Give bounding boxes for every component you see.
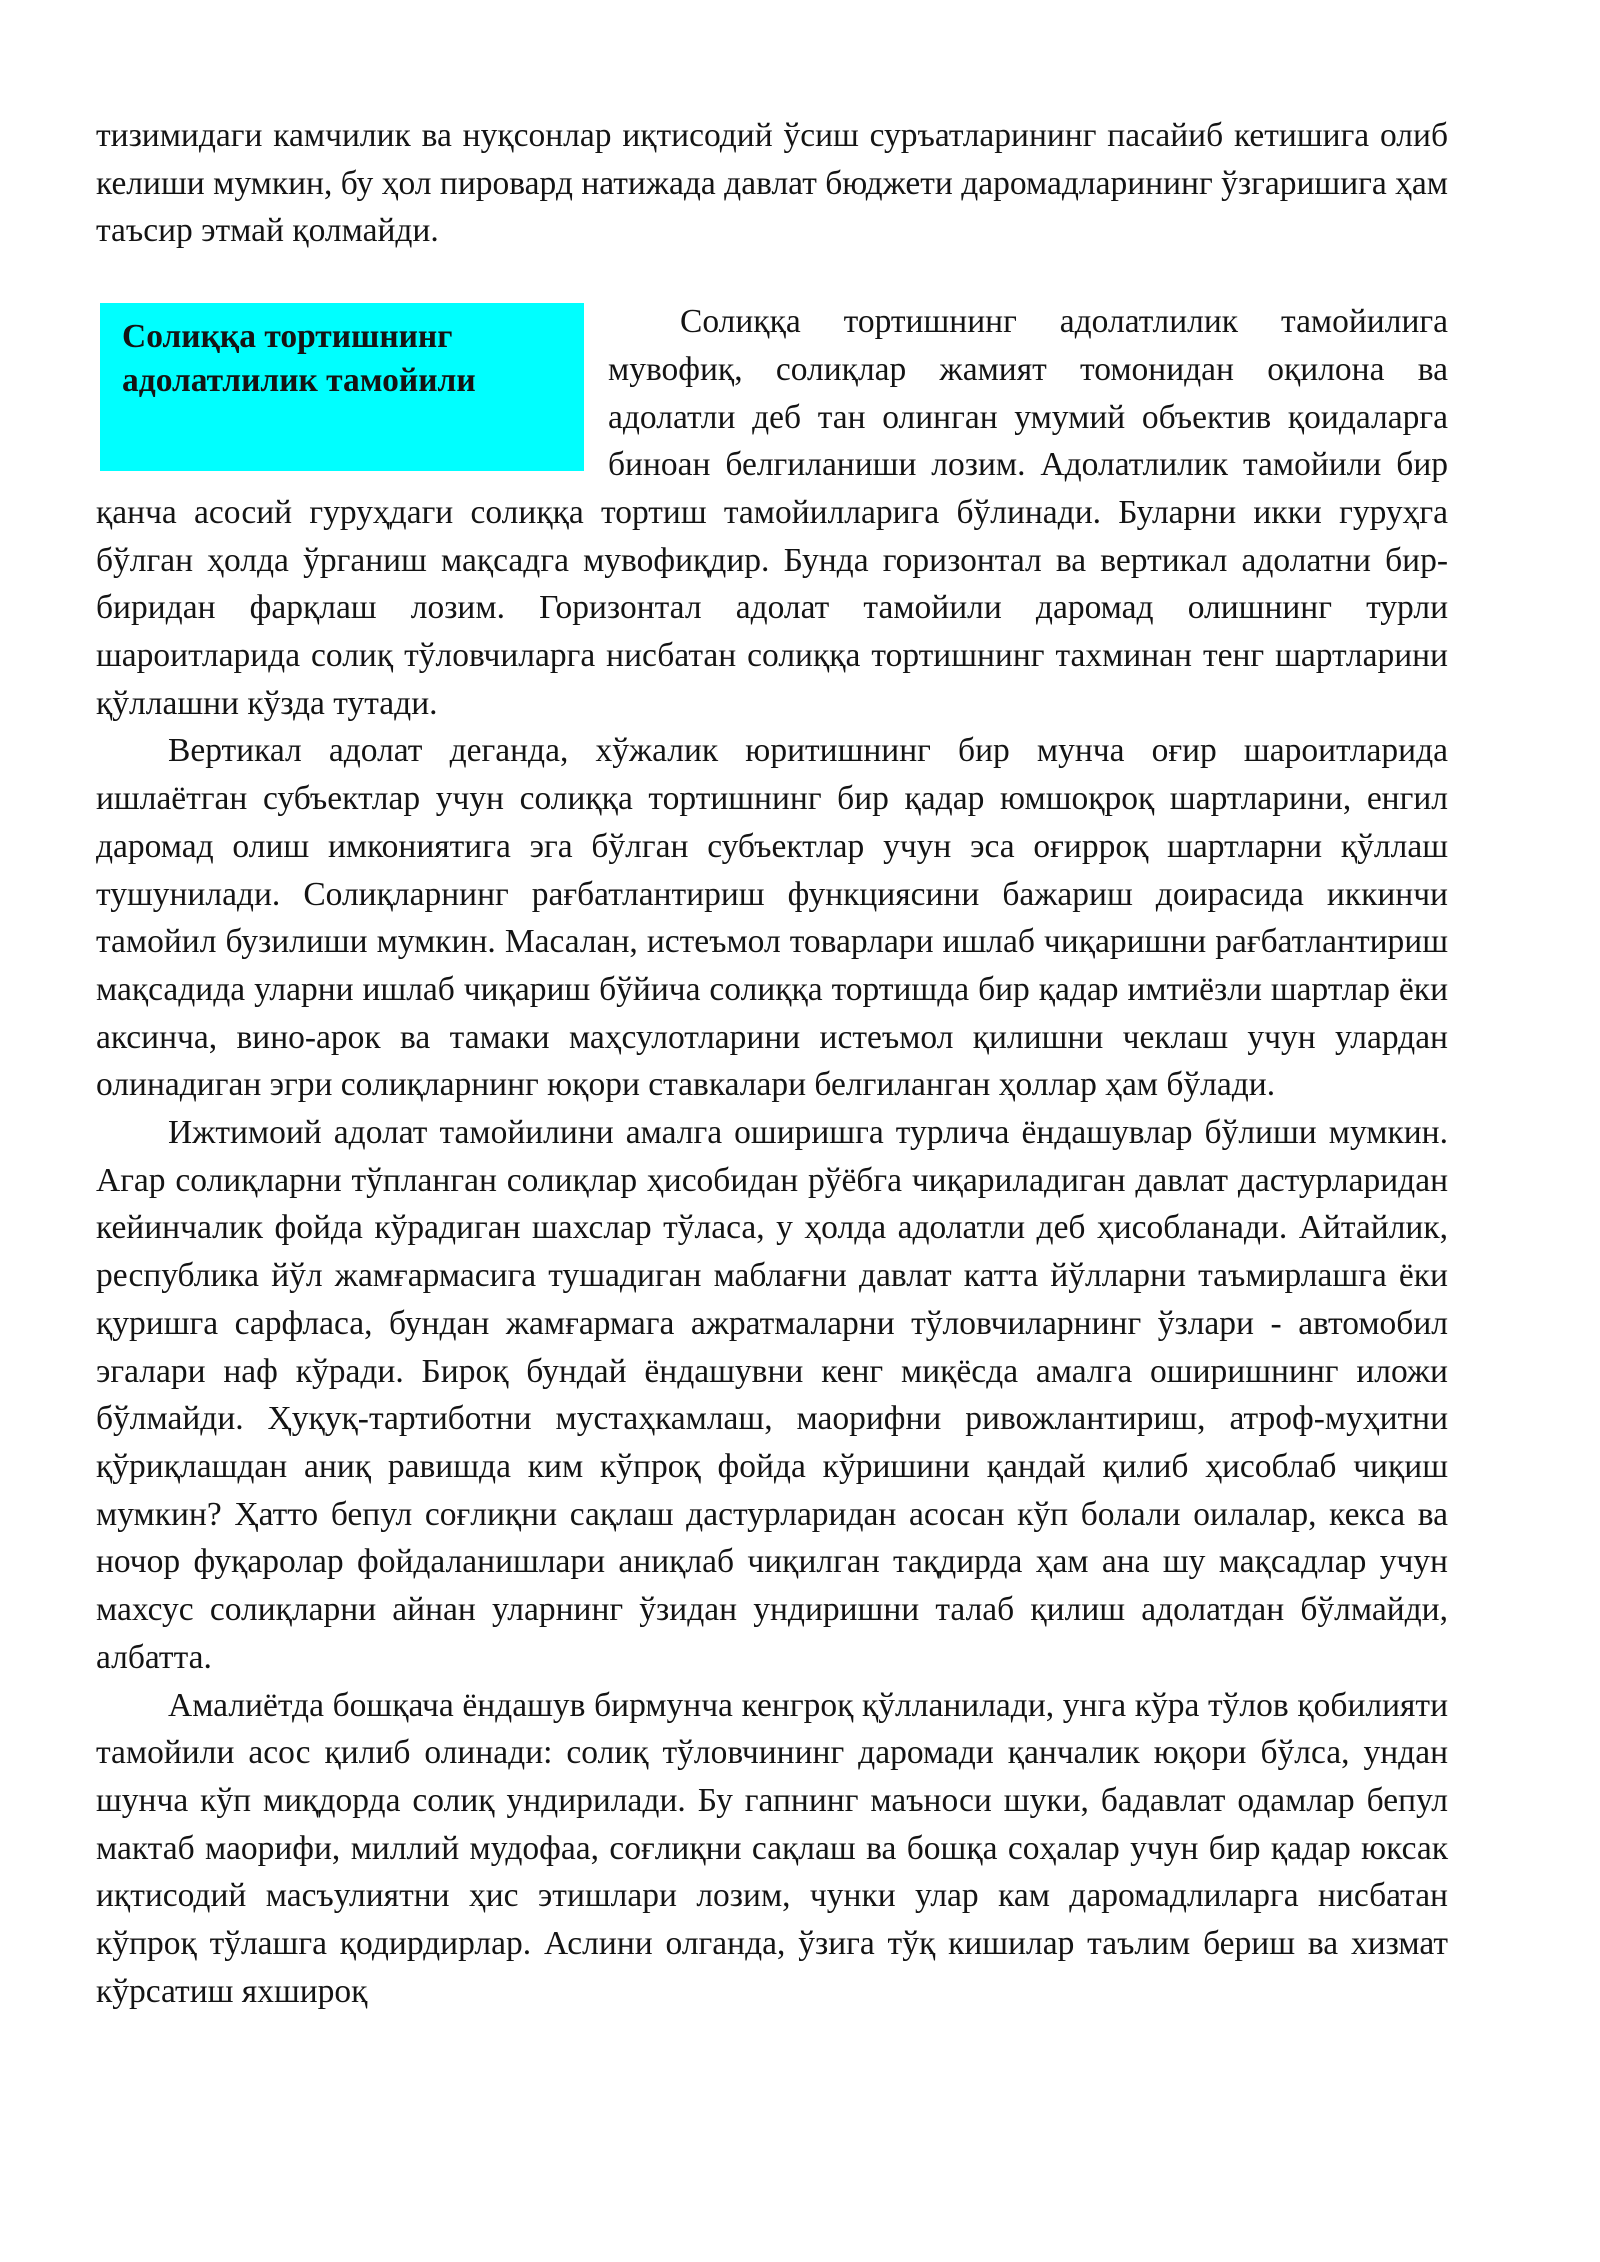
document-page: [96, 112, 1448, 2015]
section-heading: Солиққа тортишнинг адолатлилик тамойили: [122, 318, 476, 400]
body-paragraph: Солиққа тортишнинг адолатлилик тамойилига мувофиқ, солиқлар жамият томонидан оқилона ва адолатли деб тан олинган умумий объектив қоидаларга биноан белгиланиши лозим. Адолатлилик тамойили бир қанча асосий гуруҳдаги солиққа тортиш тамойилларига бўлинади. Буларни икки гуруҳга бўлган ҳолда ўрганиш мақсадга мувофиқдир. Бунда горизонтал ва вертикал адолатни бир-биридан фарқлаш лозим. Горизонтал адолат тамойили даромад олишнинг турли шароитларида солиқ тўловчиларга нисбатан солиққа тортишнинг тахминан тенг шартларини қўллашни кўзда тутади.: [96, 303, 1448, 722]
section-heading-box: [100, 303, 584, 471]
body-paragraph: Амалиётда бошқача ёндашув бирмунча кенгроқ қўлланилади, унга кўра тўлов қобилияти тамойили асос қилиб олинади: солиқ тўловчининг даромади қанчалик юқори бўлса, ундан шунча кўп миқдорда солиқ ундирилади. Бу гапнинг маъноси шуки, бадавлат одамлар бепул мактаб маорифи, миллий мудофаа, соғлиқни сақлаш ва бошқа соҳалар учун бир қадар юксак иқтисодий масъулиятни ҳис этишлари лозим, чунки улар кам даромадлиларга нисбатан кўпроқ тўлашга қодирдирлар. Аслини олганда, ўзига тўқ кишилар таълим бериш ва хизмат кўрсатиш яхшироқ: [96, 1686, 1448, 2010]
body-paragraph: Вертикал адолат деганда, хўжалик юритишнинг бир мунча оғир шароитларида ишлаётган субъектлар учун солиққа тортишнинг бир қадар юмшоқроқ шартларини, енгил даромад олиш имкониятига эга бўлган субъектлар учун эса оғирроқ шартларни қўллаш тушунилади. Солиқларнинг рағбатлантириш функциясини бажариш доирасида иккинчи тамойил бузилиши мумкин. Масалан, истеъмол товарлари ишлаб чиқаришни рағбатлантириш мақсадида уларни ишлаб чиқариш бўйича солиққа тортишда бир қадар имтиёзли шартлар ёки аксинча, вино-арок ва тамаки маҳсулотларини истеъмол қилишни чеклаш учун улардан олинадиган эгри солиқларнинг юқори ставкалари белгиланган ҳоллар ҳам бўлади.: [96, 732, 1448, 1104]
body-paragraph: Ижтимоий адолат тамойилини амалга оширишга турлича ёндашувлар бўлиши мумкин. Агар солиқларни тўпланган солиқлар ҳисобидан рўёбга чиқариладиган давлат дастурларидан кейинчалик фойда кўрадиган шахслар тўласа, у ҳолда адолатли деб ҳисобланади. Айтайлик, республика йўл жамғармасига тушадиган маблағни давлат катта йўлларни таъмирлашга ёки қуришга сарфласа, бундан жамғармага ажратмаларни тўловчиларнинг ўзлари - автомобил эгалари наф кўради. Бироқ бундай ёндашувни кенг миқёсда амалга оширишнинг иложи бўлмайди. Ҳуқуқ-тартиботни мустаҳкамлаш, маорифни ривожлантириш, атроф-муҳитни қўриқлашдан аниқ равишда ким кўпроқ фойда кўришини қандай қилиб ҳисоблаб чиқиш мумкин? Ҳатто бепул соғлиқни сақлаш дастурларидан асосан кўп болали оилалар, кекса ва ночор фуқаролар фойдаланишлари аниқлаб чиқилган тақдирда ҳам ана шу мақсадлар учун махсус солиқларни айнан уларнинг ўзидан ундиришни талаб қилиш адолатдан бўлмайди, албатта.: [96, 1114, 1448, 1676]
paragraph-gap: [96, 255, 1448, 298]
intro-paragraph: тизимидаги камчилик ва нуқсонлар иқтисодий ўсиш суръатларининг пасайиб кетишига олиб келиши мумкин, бу ҳол пировард натижада давлат бюджети даромадларининг ўзгаришига ҳам таъсир этмай қолмайди.: [96, 117, 1448, 250]
